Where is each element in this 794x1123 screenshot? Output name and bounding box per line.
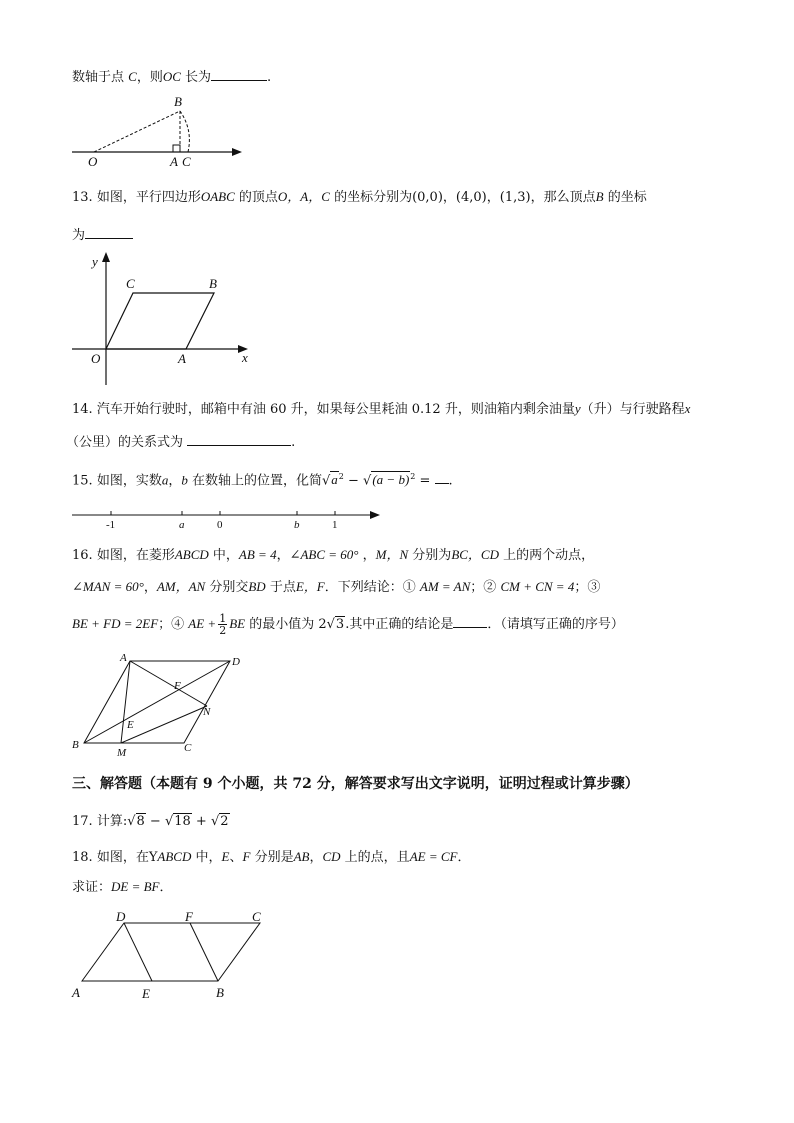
q16-label-n: N xyxy=(203,706,211,718)
q13-text: 13. 如图，平行四边形OABC 的顶点O，A，C 的坐标分别为(0,0)，(4,0)，(1,3)，那么顶点B 的坐标 xyxy=(72,189,647,205)
q12-text: 数轴于点 C，则OC 长为 . xyxy=(72,69,272,85)
q16-text-3: BE + FD = 2EF；④ AE + $\frac{1}{2}$ BE 的最小值为 2√3.其中正确的结论是 ．（请填写正确的序号） xyxy=(72,612,624,637)
q15-tick-1: 1 xyxy=(332,519,338,531)
q16-label-f: F xyxy=(174,680,181,692)
q16-label-b: B xyxy=(72,739,79,751)
q15-tick-0: 0 xyxy=(217,519,223,531)
answer-blank xyxy=(85,225,133,239)
answer-blank xyxy=(453,614,487,628)
q13-figure xyxy=(66,252,266,372)
q13-label-a: A xyxy=(178,351,186,366)
q15-tick-a: a xyxy=(179,519,185,531)
q12-label-o: O xyxy=(88,154,98,169)
q18-label-e: E xyxy=(142,986,150,1001)
q18-figure xyxy=(66,905,276,1005)
fraction-one-half: $\frac{1}{2}$ xyxy=(219,612,227,637)
q18-label-b: B xyxy=(216,985,224,1000)
q15-tick-b: b xyxy=(294,519,300,531)
q13-label-c: C xyxy=(126,276,135,291)
answer-blank xyxy=(187,432,291,446)
q12-label-b: B xyxy=(174,94,182,109)
q13-label-o: O xyxy=(91,351,101,366)
q18-label-a: A xyxy=(72,985,80,1000)
q16-text: 16. 如图，在菱形ABCD 中，AB = 4，∠ABC = 60° ，M，N 分别为BC，CD 上的两个动点， xyxy=(72,547,595,563)
q18-text: 18. 如图，在YABCD 中，E、F 分别是AB，CD 上的点，且AE = CF． xyxy=(72,849,471,865)
q13-label-b: B xyxy=(209,276,217,291)
q16-label-d: D xyxy=(232,656,240,668)
q18-prove: 求证：DE = BF． xyxy=(72,879,173,895)
answer-blank xyxy=(211,67,267,81)
q18-label-c: C xyxy=(252,909,261,924)
q18-label-d: D xyxy=(116,909,126,924)
q13-label-y: y xyxy=(92,254,98,269)
section-heading: 三、解答题（本题有 9 个小题，共 72 分，解答要求写出文字说明，证明过程或计算步骤） xyxy=(72,776,639,792)
q13-label-x: x xyxy=(242,350,248,365)
q15-tick-minus1: -1 xyxy=(106,519,116,531)
q15-figure xyxy=(66,505,386,535)
q15-text: 15. 如图，实数a，b 在数轴上的位置，化简$√a^2 - √(a - b)^2$ = . xyxy=(72,472,453,489)
q16-label-a: A xyxy=(120,652,127,664)
q16-text-2: ∠MAN = 60°，AM，AN 分别交BD 于点E，F．下列结论：① AM = AN；② CM + CN = 4；③ xyxy=(72,579,601,595)
q14-text: 14. 汽车开始行驶时，邮箱中有油 60 升，如果每公里耗油 0.12 升，则油箱内剩余油量y（升）与行驶路程x xyxy=(72,401,691,417)
q16-label-c: C xyxy=(184,742,192,754)
q12-figure xyxy=(60,92,260,172)
q18-label-f: F xyxy=(185,909,193,924)
q17-text: 17. 计算:√8 − √18 + √2 xyxy=(72,814,229,829)
q14-text-2: （公里）的关系式为 . xyxy=(66,432,295,452)
q16-label-e: E xyxy=(127,719,134,731)
q13-text-2: 为 xyxy=(72,225,133,245)
q16-figure xyxy=(66,650,266,760)
q12-label-a: A xyxy=(170,154,178,169)
q16-label-m: M xyxy=(117,747,127,759)
answer-blank xyxy=(435,470,449,484)
q12-label-c: C xyxy=(182,154,191,169)
